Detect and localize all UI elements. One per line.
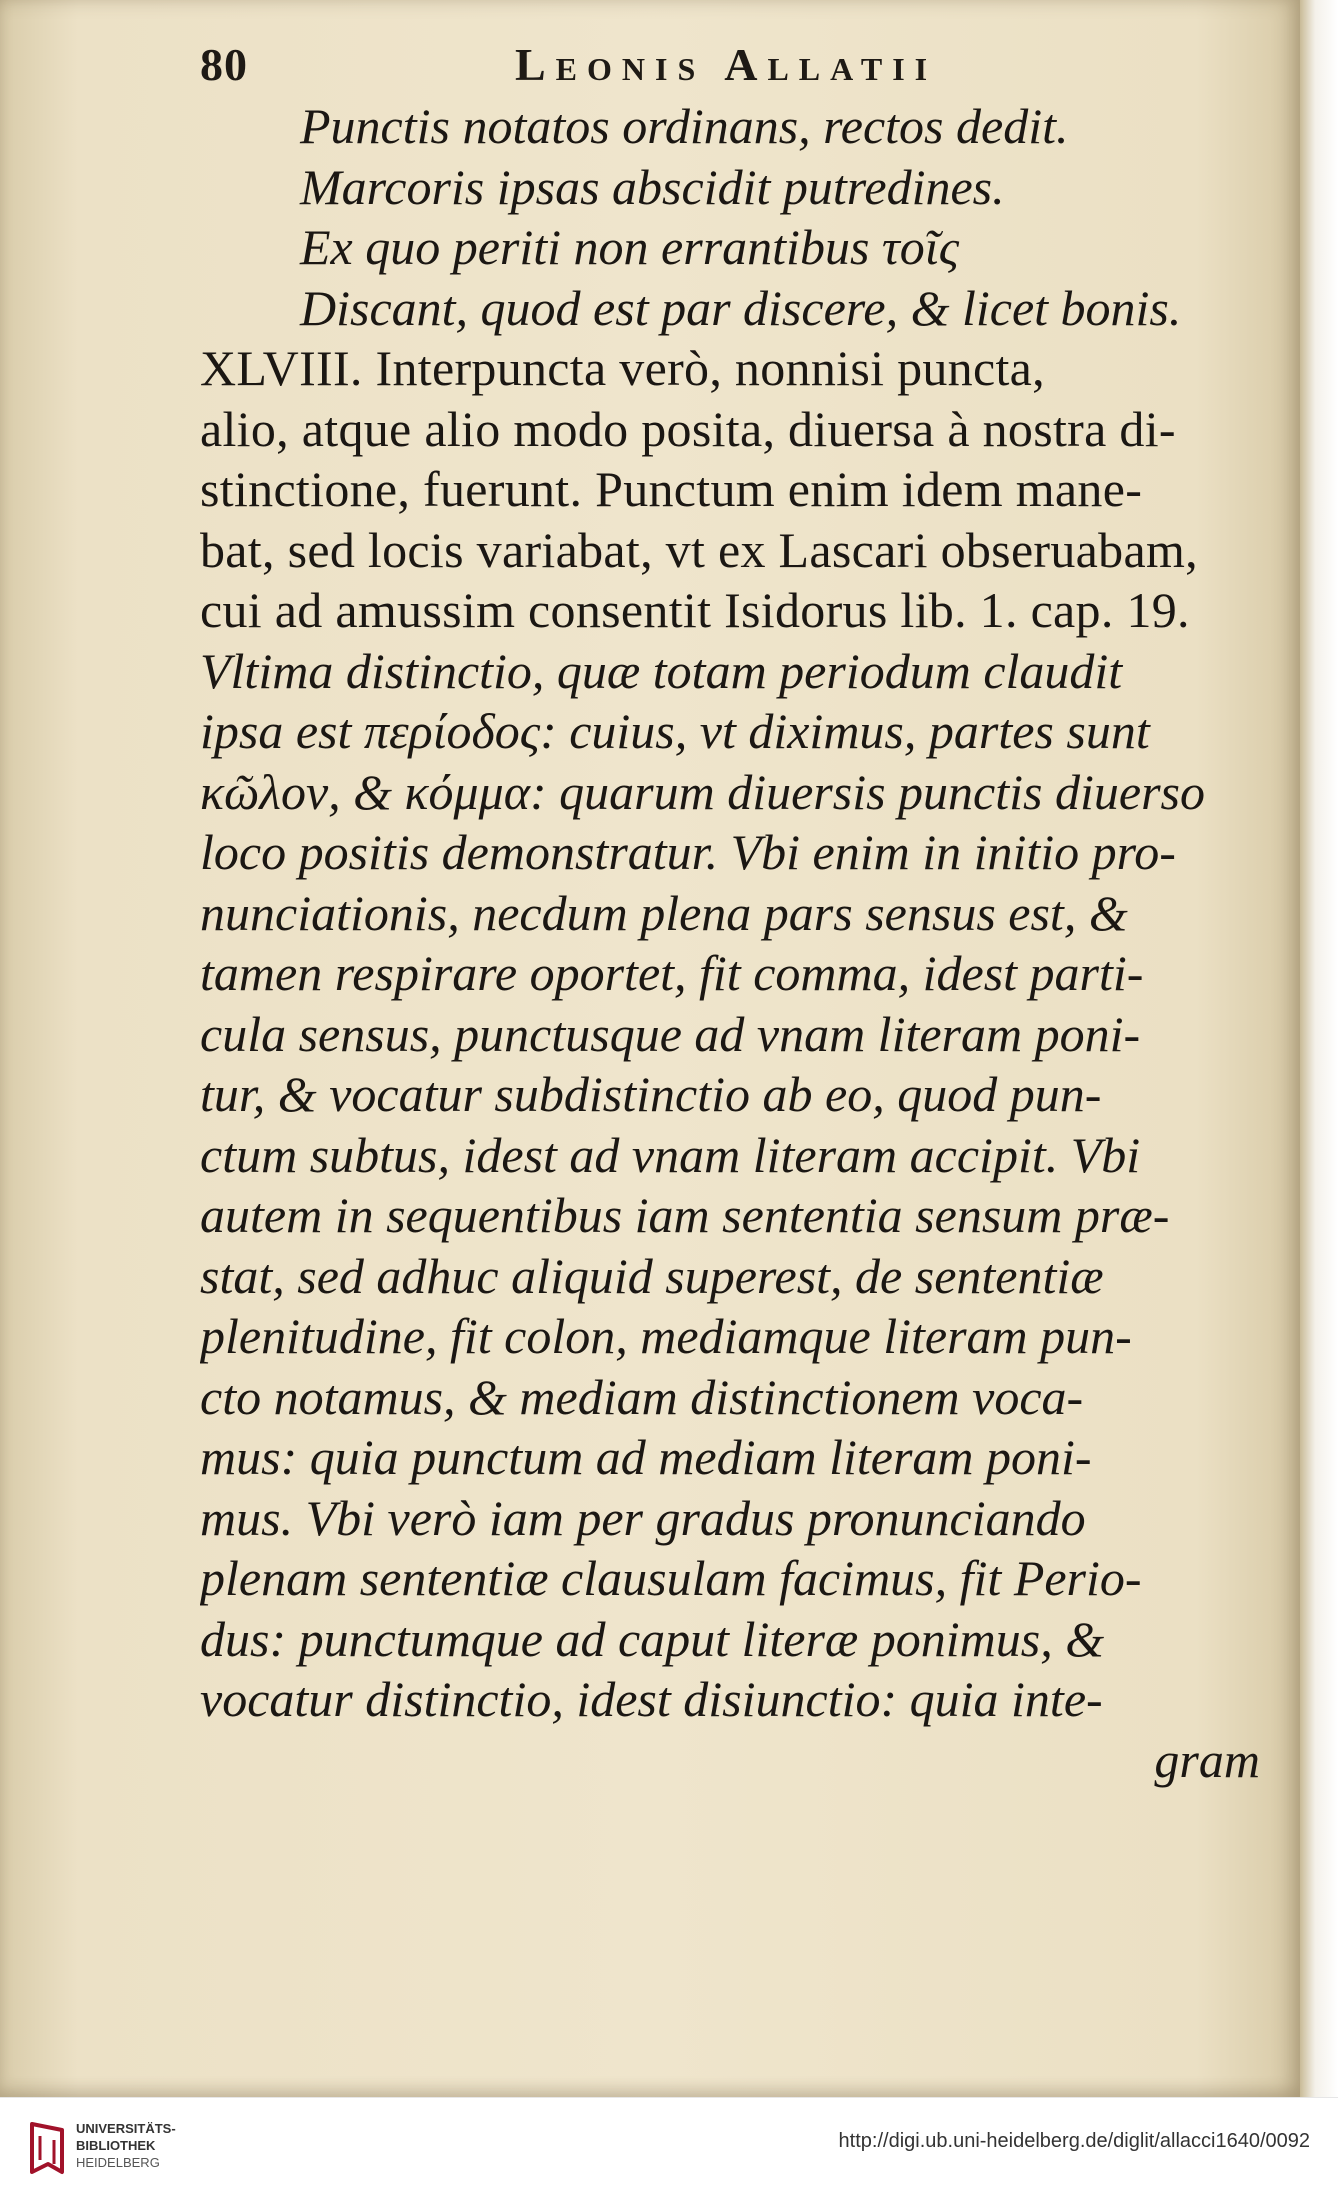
text-line: mus: quia punctum ad mediam literam poni- — [200, 1429, 1092, 1485]
text-line: vocatur distinctio, idest disiunctio: quia inte- — [200, 1671, 1103, 1727]
text-line: tur, & vocatur subdistinctio ab eo, quod pun- — [200, 1066, 1102, 1122]
text-line: Punctis notatos ordinans, rectos dedit. — [300, 98, 1069, 154]
library-logo[interactable] — [28, 2116, 188, 2190]
text-line: Vltima distinctio, quæ totam periodum claudit — [200, 642, 1123, 699]
text-line: dus: punctumque ad caput literæ ponimus, & — [200, 1610, 1105, 1667]
text-line: ctum subtus, idest ad vnam literam accipit. Vbi — [200, 1126, 1141, 1183]
text-line: Discant, quod est par discere, & licet bonis. — [300, 279, 1182, 336]
library-name-line3: HEIDELBERG — [76, 2155, 160, 2170]
text-line: loco positis demonstratur. Vbi enim in initio pro- — [200, 824, 1176, 880]
text-line: stat, sed adhuc aliquid superest, de sententiæ — [200, 1247, 1104, 1304]
text-line: gram — [1154, 1731, 1260, 1788]
text-line: cui ad amussim consentit Isidorus lib. 1. cap. 19. — [200, 582, 1190, 638]
text-line: cula sensus, punctusque ad vnam literam poni- — [200, 1005, 1141, 1062]
library-name — [76, 2120, 176, 2171]
text-line: autem in sequentibus iam sententia sensum præ- — [200, 1187, 1170, 1243]
text-line: nunciationis, necdum plena pars sensus est, & — [200, 884, 1128, 941]
text-line: Marcoris ipsas abscidit putredines. — [300, 158, 1005, 215]
page-edge — [1300, 0, 1338, 2097]
text-line: tamen respirare oportet, fit comma, idest parti- — [200, 945, 1144, 1001]
body-text — [200, 96, 1270, 1790]
text-line: bat, sed locis variabat, vt ex Lascari obseruabam, — [200, 521, 1198, 578]
page-header — [200, 38, 1280, 98]
text-line: alio, atque alio modo posita, diuersa à nostra di- — [200, 400, 1176, 457]
text-line: mus. Vbi verò iam per gradus pronunciando — [200, 1489, 1086, 1546]
text-line: cto notamus, & mediam distinctionem voca- — [200, 1368, 1084, 1425]
text-line: κῶλον, & κόμμα: quarum diuersis punctis diuerso — [200, 763, 1205, 820]
running-title: Leonis Allatii — [515, 39, 938, 90]
text-line: plenitudine, fit colon, mediamque literam pun- — [200, 1308, 1132, 1364]
library-name-line2: BIBLIOTHEK — [76, 2138, 156, 2153]
text-line: plenam sententiæ clausulam facimus, fit Perio- — [200, 1550, 1142, 1606]
library-logo-icon — [28, 2120, 66, 2176]
library-name-line1: UNIVERSITÄTS- — [76, 2121, 176, 2136]
source-url-link[interactable]: http://digi.ub.uni-heidelberg.de/diglit/allacci1640/0092 — [838, 2130, 1310, 2152]
text-line: XLVIII. Interpuncta verò, nonnisi puncta, — [200, 340, 1045, 396]
text-line: Ex quo periti non errantibus τοῖς — [300, 219, 959, 275]
text-line: ipsa est περίοδος: cuius, vt diximus, partes sunt — [200, 703, 1150, 759]
page-number: 80 — [200, 39, 248, 90]
text-line: stinctione, fuerunt. Punctum enim idem mane- — [200, 461, 1143, 517]
viewer-footer — [0, 2097, 1338, 2208]
